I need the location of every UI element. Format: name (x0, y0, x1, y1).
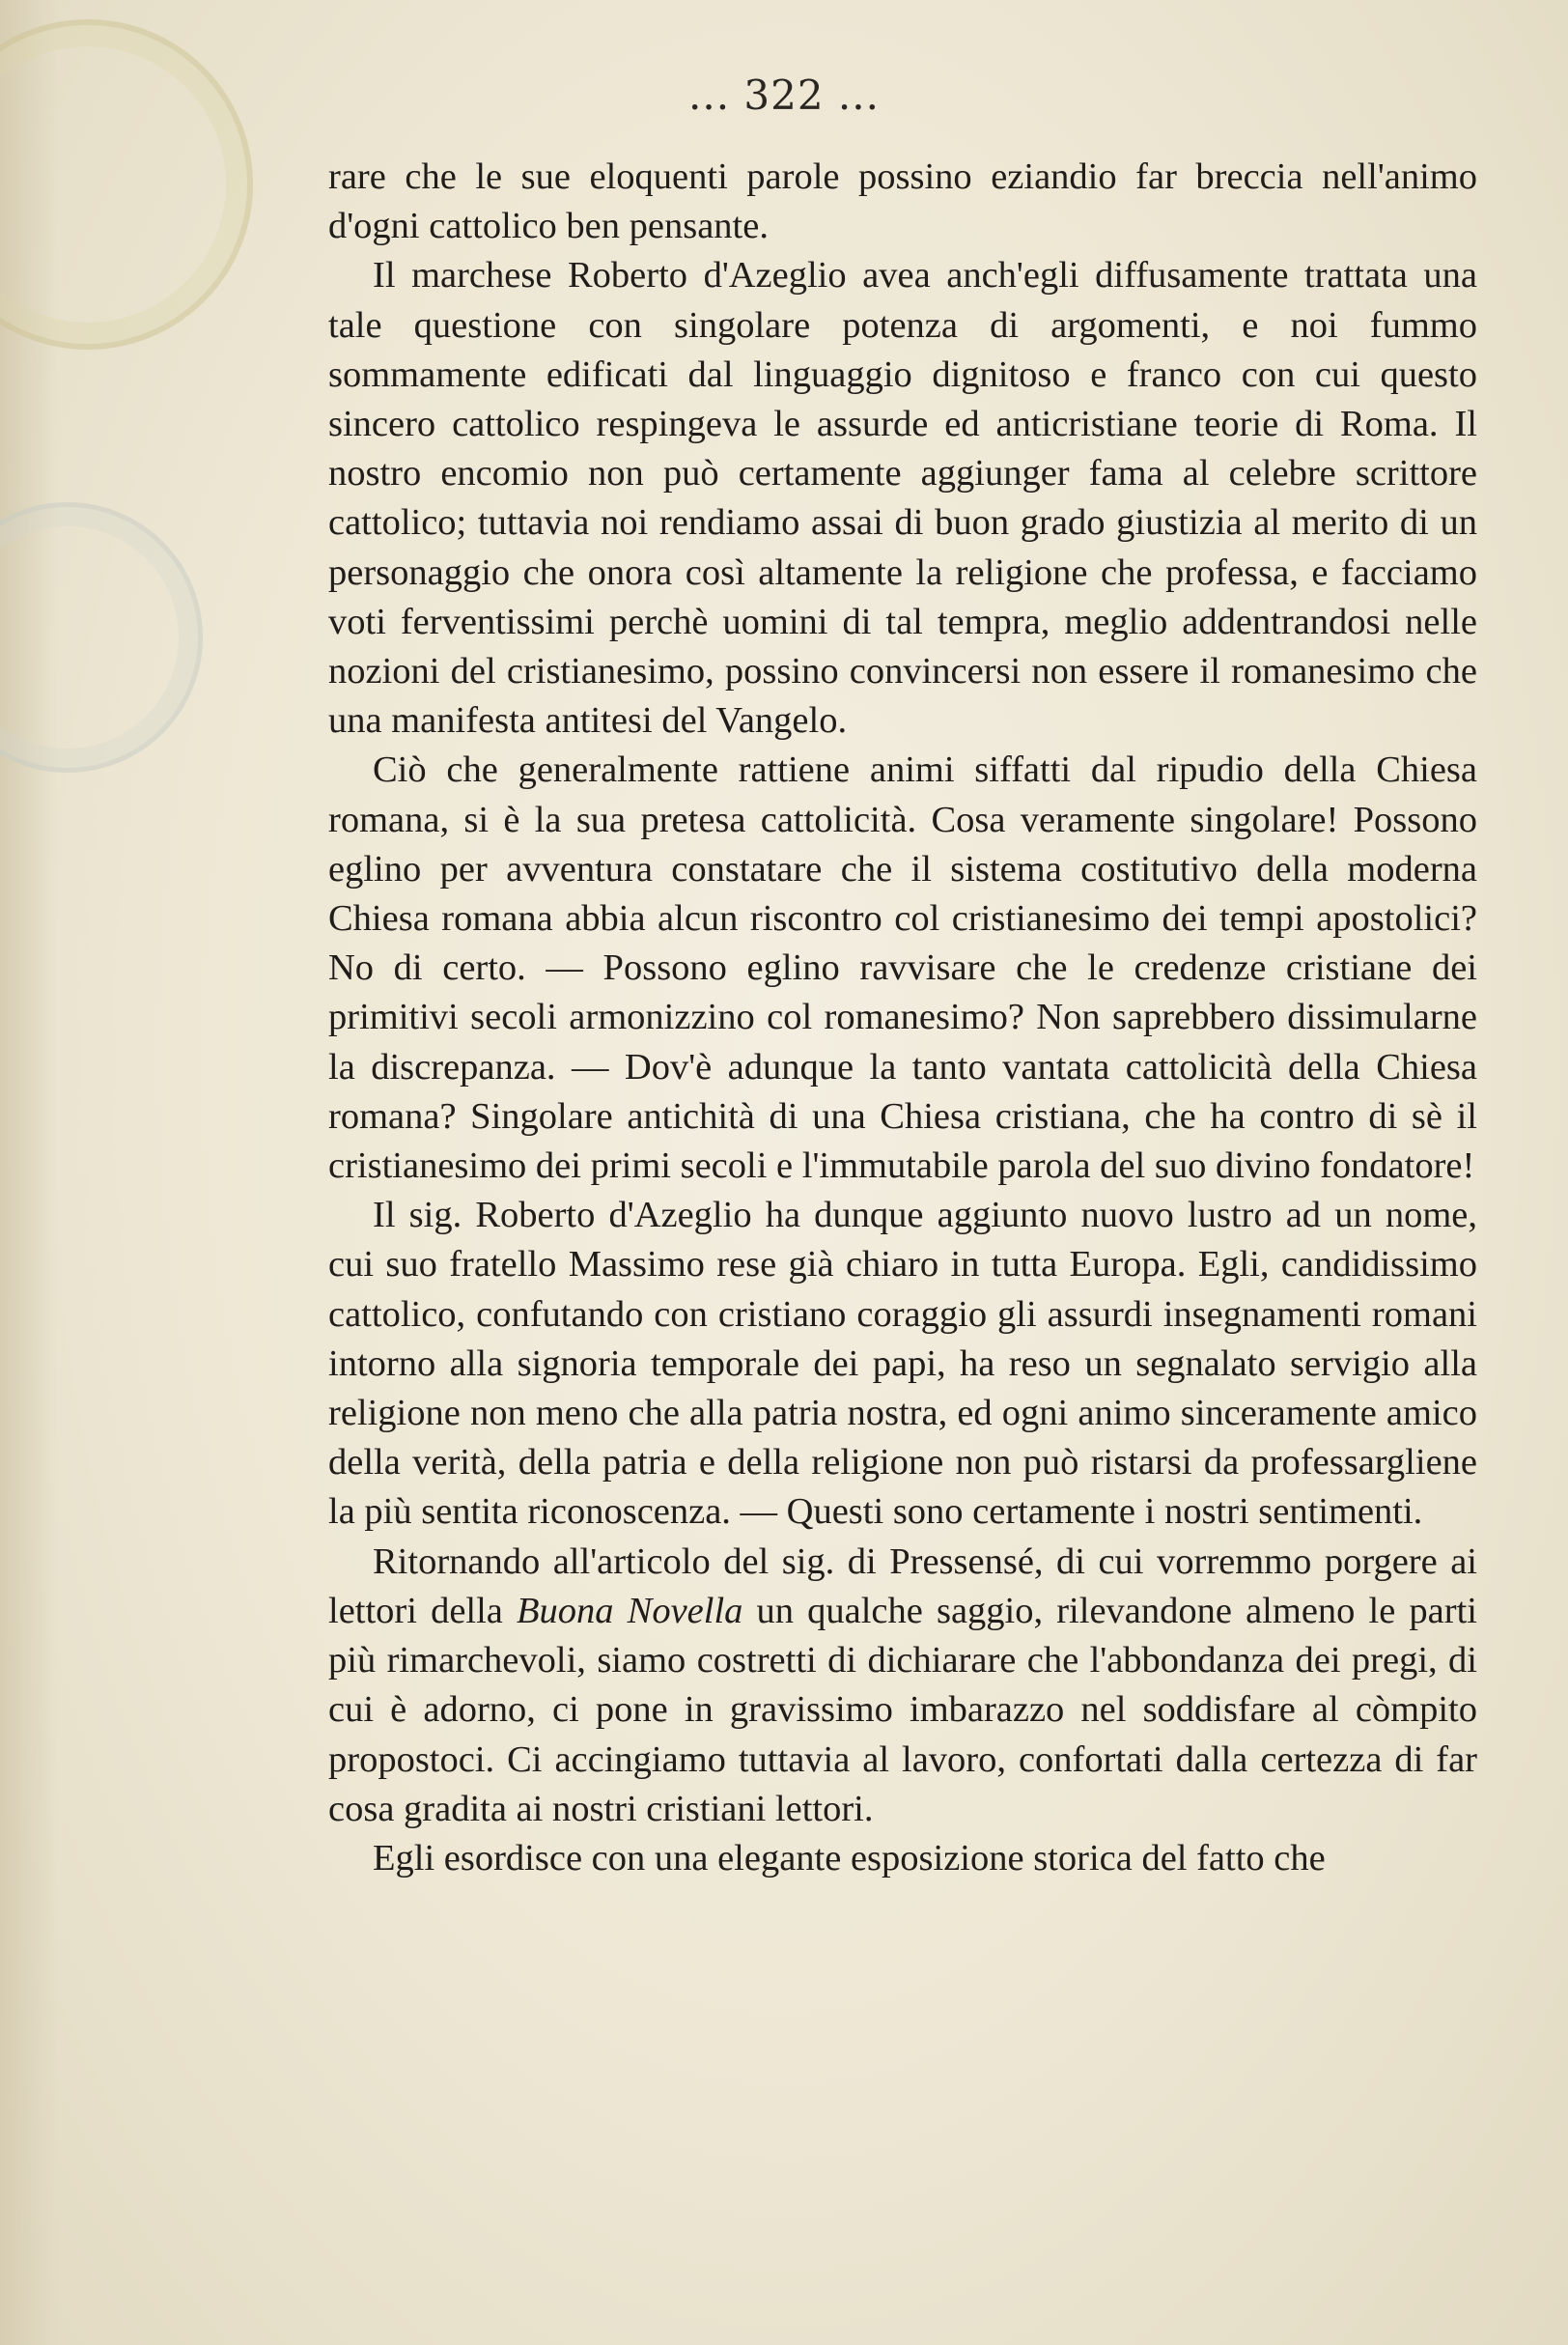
page-number: ... 322 ... (688, 71, 880, 119)
library-stamp-top (0, 19, 253, 350)
paragraph-text: Ritornando all'articolo del sig. di Pressensé, di cui vorremmo porgere ai lettori della (328, 1540, 1477, 1631)
paragraph-text: un qualche saggio, rilevandone almeno le parti più rimarchevoli, siamo costretti di dichiarare che l'abbondanza dei pregi, di cui è adorno, ci pone in gravissimo imbarazzo nel soddisfare al còmpito propostoci. Ci accingiamo tuttavia al lavoro, confortati dalla certezza di far cosa gradita ai nostri cristiani lettori. (328, 1590, 1477, 1829)
page-edge-shadow (0, 0, 58, 2345)
library-stamp-middle (0, 502, 203, 773)
body-text (328, 153, 1477, 1883)
paragraph: Ciò che generalmente rattiene animi siffatti dal ripudio della Chiesa romana, si è la sua pretesa cattolicità. Cosa veramente singolare! Possono eglino per avventura constatare che il sistema costitutivo della moderna Chiesa romana abbia alcun riscontro col cristianesimo dei tempi apostolici? No di certo. — Possono eglino ravvisare che le credenze cristiane dei primitivi secoli armonizzino col romanesimo? Non saprebbero dissimularne la discrepanza. — Dov'è adunque la tanto vantata cattolicità della Chiesa romana? Singolare antichità di una Chiesa cristiana, che ha contro di sè il cristianesimo dei primi secoli e l'immutabile parola del suo divino fondatore! (328, 749, 1477, 1187)
journal-title: Buona Novella (517, 1590, 743, 1631)
paragraph (328, 1538, 1477, 1834)
paragraph: Il marchese Roberto d'Azeglio avea anch'egli diffusamente trattata una tale questione con singolare potenza di argomenti, e noi fummo sommamente edificati dal linguaggio dignitoso e franco con cui questo sincero cattolico respingeva le assurde ed anticristiane teorie di Roma. Il nostro encomio non può certamente aggiunger fama al celebre scrittore cattolico; tuttavia noi rendiamo assai di buon grado giustizia al merito di un personaggio che onora così altamente la religione che professa, e facciamo voti ferventissimi perchè uomini di tal tempra, meglio addentrandosi nelle nozioni del cristianesimo, possino convincersi non essere il romanesimo che una manifesta antitesi del Vangelo. (328, 255, 1477, 742)
paragraph: rare che le sue eloquenti parole possino eziandio far breccia nell'animo d'ogni cattolico ben pensante. (328, 156, 1477, 247)
paragraph: Il sig. Roberto d'Azeglio ha dunque aggiunto nuovo lustro ad un nome, cui suo fratello Massimo rese già chiaro in tutta Europa. Egli, candidissimo cattolico, confutando con cristiano coraggio gli assurdi insegnamenti romani intorno alla signoria temporale dei papi, ha reso un segnalato servigio alla religione non meno che alla patria nostra, ed ogni animo sinceramente amico della verità, della patria e della religione non può ristarsi da professargliene la più sentita riconoscenza. — Questi sono certamente i nostri sentimenti. (328, 1195, 1477, 1533)
paragraph: Egli esordisce con una elegante esposizione storica del fatto che (373, 1837, 1326, 1879)
